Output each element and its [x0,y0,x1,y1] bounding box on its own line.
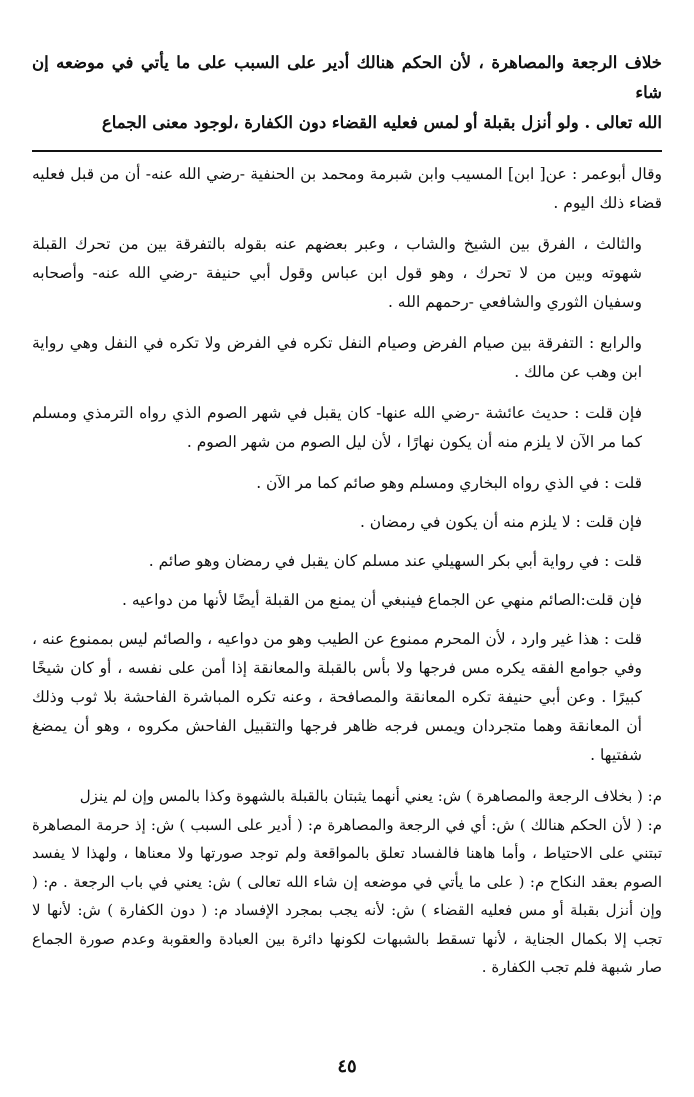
matn-line-2: الله تعالى . ولو أنزل بقبلة أو لمس فعليه القضاء دون الكفارة ،لوجود معنى الجماع [101,113,662,132]
matn-header [32,48,662,138]
paragraph: فإن قلت:الصائم منهي عن الجماع فينبغي أن يمنع من القبلة أيضًا لأنها من دواعيه . [122,591,642,609]
paragraph: والثالث ، الفرق بين الشيخ والشاب ، وعبر بعضهم عنه بقوله بالتفرقة بين من تحرك القبلة شهوته وبين من لا تحرك ، وهو قول ابن عباس وقول أبي حنيفة -رضي الله عنه- وأصحابه وسفيان الثوري والشافعي -رحمهم الله . [32,235,642,311]
paragraph: قلت : في رواية أبي بكر السهيلي عند مسلم كان يقبل في رمضان وهو صائم . [148,552,642,570]
paragraph: فإن قلت : حديث عائشة -رضي الله عنها- كان يقبل في شهر الصوم الذي رواه الترمذي ومسلم كما مر الآن لا يلزم منه أن يكون نهارًا ، لأن ليل الصوم من شهر الصوم . [32,404,642,451]
page-body [32,48,662,982]
matn-line-1: خلاف الرجعة والمصاهرة ، لأن الحكم هنالك أدير على السبب على ما يأتي في موضعه إن شاء [32,53,662,102]
paragraph: فإن قلت : لا يلزم منه أن يكون في رمضان . [359,513,642,531]
commentary-paragraph: م: ( بخلاف الرجعة والمصاهرة ) ش: يعني أنهما يثبتان بالقبلة بالشهوة وكذا بالمس وإن لم ينزل [79,787,662,805]
paragraph: قلت : هذا غير وارد ، لأن المحرم ممنوع عن الطيب وهو من دواعيه ، والصائم ليس بممنوع عنه ، وفي جوامع الفقه يكره مس فرجها ولا بأس بالقبلة والمعانقة إذا أمن على نفسه ، أو كان شيخًا كبيرًا . وعن أبي حنيفة تكره المعانقة والمصافحة ، وعنه تكره المباشرة الفاحشة بلا ثوب وذلك أن المعانقة وهما متجردان ويمس فرجه ظاهر فرجها والتقبيل الفاحش مكروه ، وهو أن يمضغ شفتيها . [32,630,642,764]
commentary-paragraph: م: ( لأن الحكم هنالك ) ش: أي في الرجعة والمصاهرة م: ( أدير على السبب ) ش: إذ حرمة المصاهرة تبتني على الاحتياط ، وأما هاهنا فالفساد تعلق بالمواقعة ولم توجد صورتها ولا معناها ، ولهذا لا يفسد الصوم بعقد النكاح م: ( على ما يأتي في موضعه إن شاء الله تعالى ) ش: يعني في باب الرجعة . م: ( وإن أنزل بقبلة أو مس فعليه القضاء ) ش: لأنه يجب بمجرد الإفساد م: ( دون الكفارة ) ش: لأنها لا تجب إلا بكمال الجناية ، لأنها تسقط بالشبهات لكونها دائرة بين العبادة والعقوبة وعدم صورة الجماع صار شبهة فلم تجب الكفارة . [32,815,662,976]
paragraph: وقال أبوعمر : عن[ ابن] المسيب وابن شبرمة ومحمد بن الحنفية -رضي الله عنه- أن من قبل فعليه قضاء ذلك اليوم . [32,165,662,212]
paragraph: قلت : في الذي رواه البخاري ومسلم وهو صائم كما مر الآن . [256,474,642,492]
header-divider [32,150,662,152]
commentary-section [32,782,662,982]
page-number: ٤٥ [337,1056,357,1077]
paragraph: والرابع : التفرقة بين صيام الفرض وصيام النفل تكره في الفرض ولا تكره في النفل وهي رواية ابن وهب عن مالك . [32,334,642,381]
